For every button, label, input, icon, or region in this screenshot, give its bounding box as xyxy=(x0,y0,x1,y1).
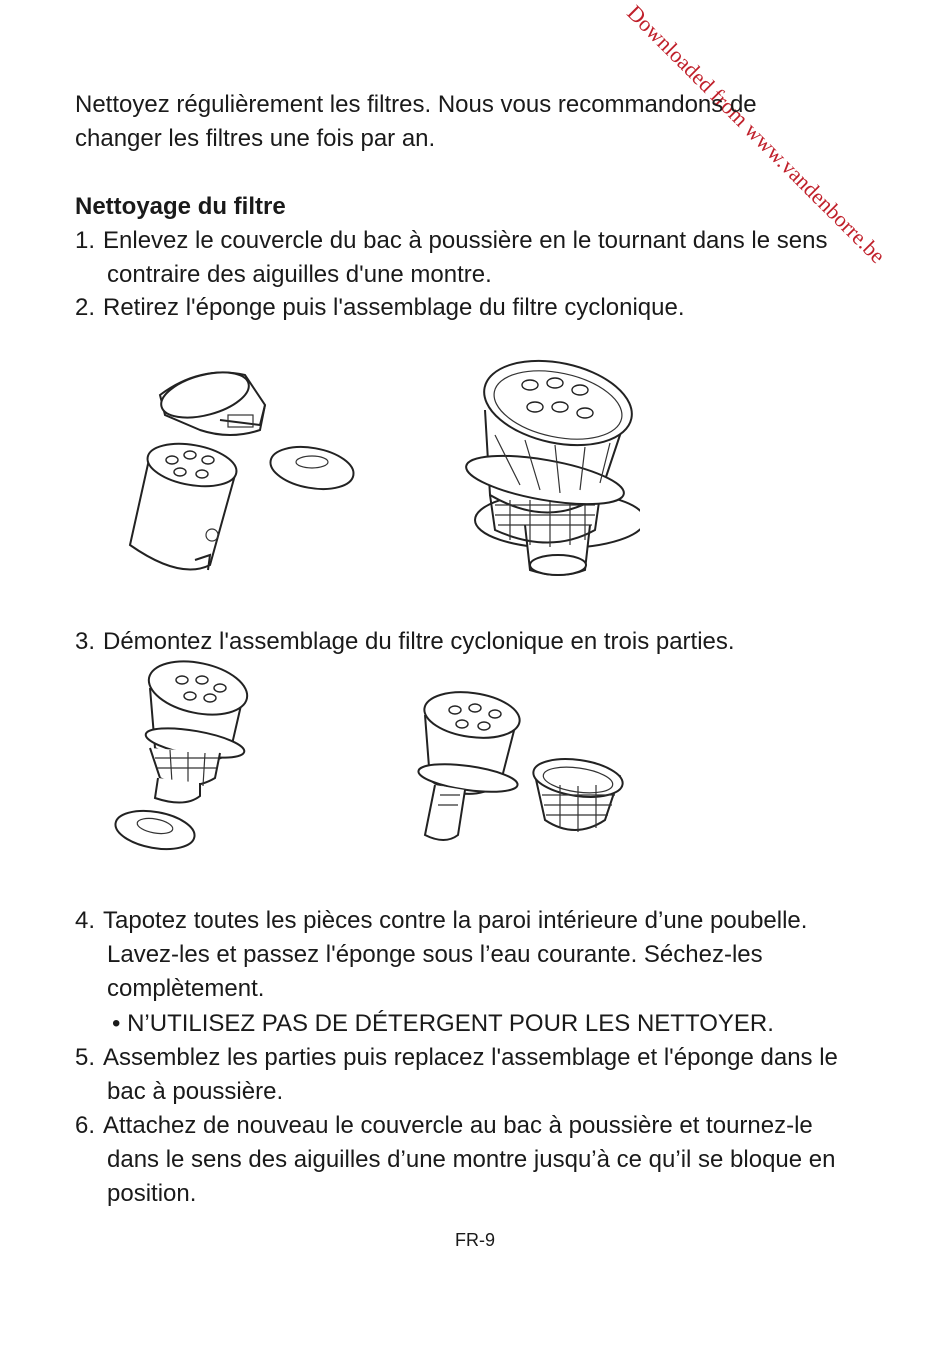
page-number: FR-9 xyxy=(455,1230,495,1250)
step-6-cont-1: dans le sens des aiguilles d’une montre jusqu’à ce qu’il se bloque en xyxy=(107,1146,836,1173)
step-6 xyxy=(75,1109,813,1143)
step-number: 6. xyxy=(75,1112,96,1139)
step-number: 5. xyxy=(75,1044,96,1071)
step-number: 2. xyxy=(75,294,96,321)
step-text: Attachez de nouveau le couvercle au bac à poussière et tournez-le xyxy=(103,1112,813,1139)
step-text: Assemblez les parties puis replacez l'assemblage et l'éponge dans le xyxy=(103,1044,838,1071)
step-5-cont: bac à poussière. xyxy=(107,1078,284,1105)
warning-text: N’UTILISEZ PAS DE DÉTERGENT POUR LES NETTOYER. xyxy=(127,1010,774,1037)
step-number: 1. xyxy=(75,227,96,254)
section-title: Nettoyage du filtre xyxy=(75,193,286,220)
step-1-cont: contraire des aiguilles d'une montre. xyxy=(107,261,492,288)
watermark: Downloaded from www.vandenborre.be xyxy=(622,0,891,269)
step-number: 3. xyxy=(75,628,96,655)
bullet-symbol: • xyxy=(112,1010,121,1037)
step-4 xyxy=(75,904,807,938)
figure-lid-bin-sponge xyxy=(110,360,360,585)
step-6-cont-2: position. xyxy=(107,1180,197,1207)
step-5 xyxy=(75,1041,838,1075)
step-1 xyxy=(75,224,827,258)
step-3 xyxy=(75,625,735,659)
figure-filter-with-disc xyxy=(110,658,260,858)
step-text: Démontez l'assemblage du filtre cyclonique en trois parties. xyxy=(103,628,735,655)
step-4-cont-1: Lavez-les et passez l'éponge sous l’eau courante. Séchez-les xyxy=(107,941,763,968)
intro-line-1: Nettoyez régulièrement les filtres. Nous vous recommandons de xyxy=(75,91,757,118)
figure-cyclonic-filter xyxy=(450,355,640,580)
step-text: Enlevez le couvercle du bac à poussière en le tournant dans le sens xyxy=(103,227,828,254)
step-number: 4. xyxy=(75,907,96,934)
step-4-cont-2: complètement. xyxy=(107,975,265,1002)
intro-line-2: changer les filtres une fois par an. xyxy=(75,125,436,152)
step-text: Tapotez toutes les pièces contre la paroi intérieure d’une poubelle. xyxy=(103,907,808,934)
warning-bullet xyxy=(112,1007,774,1041)
step-text: Retirez l'éponge puis l'assemblage du filtre cyclonique. xyxy=(103,294,685,321)
step-2 xyxy=(75,291,684,325)
figure-disassembled-parts xyxy=(410,690,635,845)
